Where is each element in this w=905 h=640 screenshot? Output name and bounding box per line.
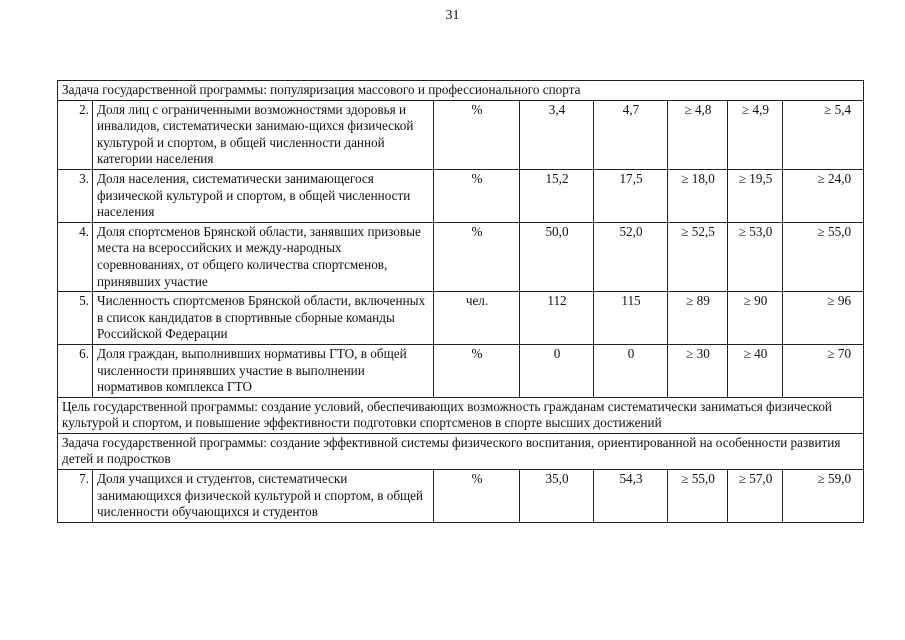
table-row xyxy=(58,169,864,222)
value-cell: ≥ 24,0 xyxy=(783,169,864,222)
value-cell: 15,2 xyxy=(520,169,594,222)
table-row xyxy=(58,222,864,291)
row-number: 3. xyxy=(58,169,93,222)
value-cell: ≥ 96 xyxy=(783,292,864,345)
task-heading: Задача государственной программы: создание эффективной системы физического воспитания, ориентированной на особенности развития детей и подростков xyxy=(58,433,864,469)
row-number: 4. xyxy=(58,222,93,291)
value-cell: 54,3 xyxy=(594,470,668,523)
unit-cell: чел. xyxy=(434,292,520,345)
value-cell: 0 xyxy=(520,344,594,397)
unit-cell: % xyxy=(434,169,520,222)
value-cell: ≥ 30 xyxy=(668,344,728,397)
table-row xyxy=(58,470,864,523)
goal-heading: Цель государственной программы: создание условий, обеспечивающих возможность гражданам систематически заниматься физической культурой и спортом, и повышение эффективности подготовки спортсменов в спорте высших достижений xyxy=(58,397,864,433)
value-cell: 3,4 xyxy=(520,100,594,169)
value-cell: 115 xyxy=(594,292,668,345)
indicator-name: Доля лиц с ограниченными возможностями здоровья и инвалидов, систематически занимаю-щихся физической культурой и спортом, в общей численности данной категории населения xyxy=(93,100,434,169)
value-cell: 52,0 xyxy=(594,222,668,291)
indicators-table xyxy=(57,80,864,523)
indicator-name: Численность спортсменов Брянской области, включенных в список кандидатов в спортивные сборные команды Российской Федерации xyxy=(93,292,434,345)
value-cell: ≥ 59,0 xyxy=(783,470,864,523)
section-row xyxy=(58,81,864,101)
value-cell: ≥ 90 xyxy=(728,292,783,345)
unit-cell: % xyxy=(434,344,520,397)
value-cell: ≥ 19,5 xyxy=(728,169,783,222)
unit-cell: % xyxy=(434,222,520,291)
value-cell: ≥ 5,4 xyxy=(783,100,864,169)
value-cell: 17,5 xyxy=(594,169,668,222)
task-heading: Задача государственной программы: популяризация массового и профессионального спорта xyxy=(58,81,864,101)
value-cell: ≥ 70 xyxy=(783,344,864,397)
section-row xyxy=(58,397,864,433)
row-number: 6. xyxy=(58,344,93,397)
value-cell: ≥ 57,0 xyxy=(728,470,783,523)
indicator-name: Доля населения, систематически занимающегося физической культурой и спортом, в общей численности населения xyxy=(93,169,434,222)
indicator-name: Доля спортсменов Брянской области, занявших призовые места на всероссийских и между-народных соревнованиях, от общего количества спортсменов, принявших участие xyxy=(93,222,434,291)
section-row xyxy=(58,433,864,469)
unit-cell: % xyxy=(434,100,520,169)
value-cell: ≥ 55,0 xyxy=(783,222,864,291)
table-row xyxy=(58,100,864,169)
value-cell: ≥ 40 xyxy=(728,344,783,397)
row-number: 5. xyxy=(58,292,93,345)
table-row xyxy=(58,344,864,397)
value-cell: ≥ 4,8 xyxy=(668,100,728,169)
indicator-name: Доля граждан, выполнивших нормативы ГТО, в общей численности принявших участие в выполнении нормативов комплекса ГТО xyxy=(93,344,434,397)
value-cell: 4,7 xyxy=(594,100,668,169)
indicator-name: Доля учащихся и студентов, систематически занимающихся физической культурой и спортом, в общей численности обучающихся и студентов xyxy=(93,470,434,523)
value-cell: ≥ 4,9 xyxy=(728,100,783,169)
row-number: 7. xyxy=(58,470,93,523)
value-cell: 50,0 xyxy=(520,222,594,291)
value-cell: ≥ 52,5 xyxy=(668,222,728,291)
table-row xyxy=(58,292,864,345)
value-cell: 35,0 xyxy=(520,470,594,523)
value-cell: ≥ 89 xyxy=(668,292,728,345)
value-cell: 112 xyxy=(520,292,594,345)
value-cell: ≥ 53,0 xyxy=(728,222,783,291)
value-cell: ≥ 18,0 xyxy=(668,169,728,222)
page-number: 31 xyxy=(445,8,460,23)
value-cell: ≥ 55,0 xyxy=(668,470,728,523)
row-number: 2. xyxy=(58,100,93,169)
unit-cell: % xyxy=(434,470,520,523)
value-cell: 0 xyxy=(594,344,668,397)
